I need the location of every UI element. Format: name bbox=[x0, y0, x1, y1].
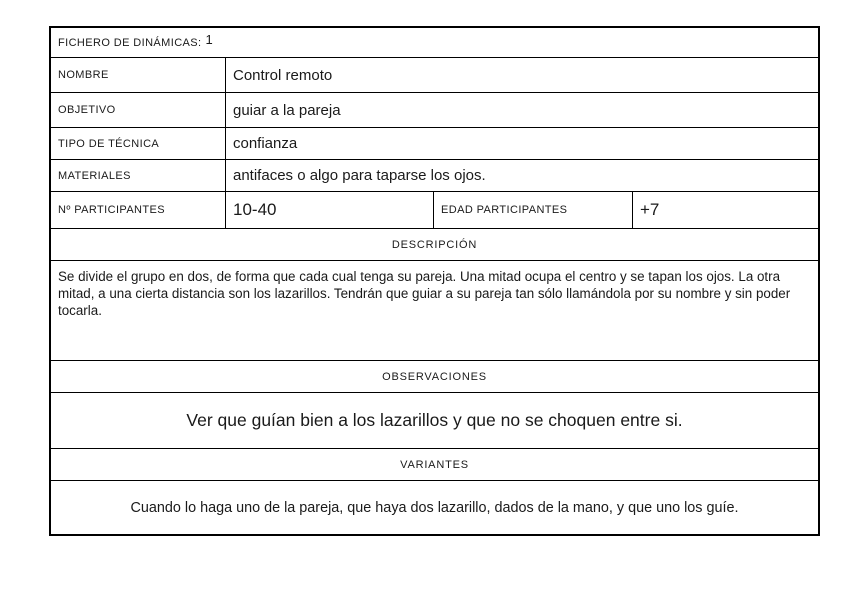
descripcion-text: Se divide el grupo en dos, de forma que cada cual tenga su pareja. Una mitad ocupa el centro y se tapan los ojos. La otra mitad, a una cierta distancia son los lazarillos. Tendrán que guiar a su pareja tan sólo llamándola por su nombre y sin poder tocarla. bbox=[58, 269, 791, 318]
materiales-value: antifaces o algo para taparse los ojos. bbox=[225, 160, 818, 191]
materiales-label: MATERIALES bbox=[58, 169, 131, 182]
variantes-body-row bbox=[51, 481, 818, 534]
header-cell bbox=[51, 28, 818, 57]
observaciones-title: OBSERVACIONES bbox=[382, 370, 487, 383]
observaciones-heading-row bbox=[51, 361, 818, 393]
header-label: FICHERO DE DINÁMICAS: bbox=[58, 36, 202, 49]
descripcion-title: DESCRIPCIÓN bbox=[391, 238, 478, 251]
materiales-row bbox=[51, 160, 818, 192]
observaciones-text: Ver que guían bien a los lazarillos y que no se choquen entre si. bbox=[186, 410, 683, 430]
dynamics-sheet bbox=[49, 26, 820, 536]
tipo-row bbox=[51, 128, 818, 160]
nombre-row bbox=[51, 58, 818, 93]
header-number: 1 bbox=[205, 32, 213, 47]
variantes-text: Cuando lo haga uno de la pareja, que haya dos lazarillo, dados de la mano, y que uno los guíe. bbox=[130, 499, 739, 516]
descripcion-body-row bbox=[51, 261, 818, 361]
header-row bbox=[51, 28, 818, 58]
nombre-label: NOMBRE bbox=[58, 69, 109, 81]
observaciones-body-row bbox=[51, 393, 818, 449]
objetivo-label: OBJETIVO bbox=[58, 104, 116, 116]
variantes-title: VARIANTES bbox=[400, 458, 469, 471]
tipo-value: confianza bbox=[225, 128, 818, 159]
edad-value: +7 bbox=[632, 192, 818, 228]
participantes-value: 10-40 bbox=[225, 192, 433, 228]
nombre-value: Control remoto bbox=[225, 58, 818, 92]
objetivo-value: guiar a la pareja bbox=[225, 93, 818, 127]
variantes-heading-row bbox=[51, 449, 818, 481]
tipo-label: TIPO DE TÉCNICA bbox=[58, 137, 160, 150]
participantes-label: Nº PARTICIPANTES bbox=[58, 204, 165, 216]
objetivo-row bbox=[51, 93, 818, 128]
descripcion-heading-row bbox=[51, 229, 818, 261]
participantes-row bbox=[51, 192, 818, 229]
edad-label: EDAD PARTICIPANTES bbox=[433, 192, 632, 228]
